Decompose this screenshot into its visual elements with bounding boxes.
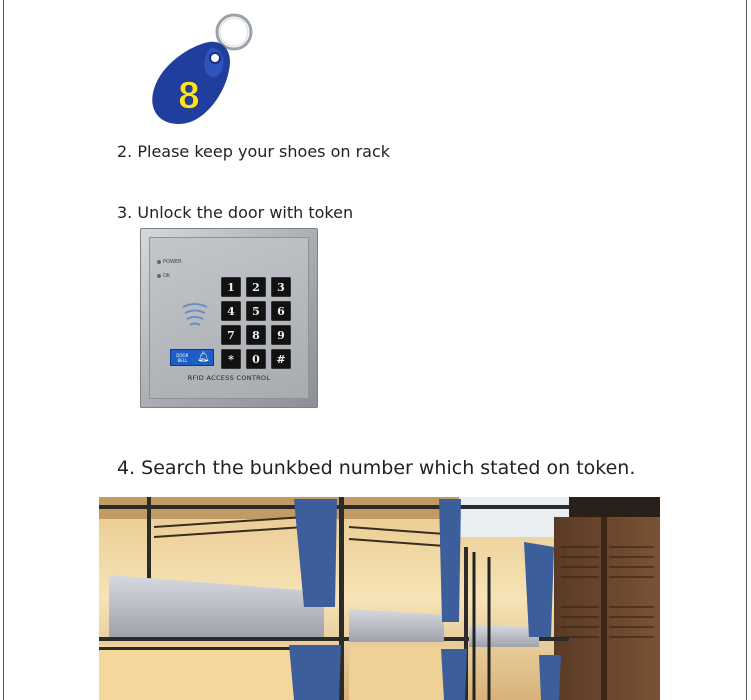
ok-led xyxy=(157,273,170,279)
key-5: 5 xyxy=(246,301,266,321)
doorbell-button xyxy=(170,349,214,366)
key-hash: # xyxy=(271,349,291,369)
key-9: 9 xyxy=(271,325,291,345)
step-2-text: 2. Please keep your shoes on rack xyxy=(117,142,391,161)
rfid-keypad-image xyxy=(140,228,318,408)
key-ring-icon xyxy=(217,15,251,49)
rfid-wave-icon xyxy=(175,297,215,337)
key-4: 4 xyxy=(221,301,241,321)
bell-icon: 🔔︎ xyxy=(196,352,210,363)
keyfob-number: 8 xyxy=(178,75,200,117)
key-3: 3 xyxy=(271,277,291,297)
step-4-text: 4. Search the bunkbed number which stated on token. xyxy=(117,457,636,479)
key-2: 2 xyxy=(246,277,266,297)
key-1: 1 xyxy=(221,277,241,297)
step-3-text: 3. Unlock the door with token xyxy=(117,203,354,222)
key-7: 7 xyxy=(221,325,241,345)
keyfob-token-image xyxy=(149,12,259,130)
document-page xyxy=(3,0,747,700)
power-led-label: POWER xyxy=(163,259,182,265)
device-label: RFID ACCESS CONTROL xyxy=(187,374,271,382)
key-star: * xyxy=(221,349,241,369)
ok-led-label: OK xyxy=(163,273,171,279)
key-6: 6 xyxy=(271,301,291,321)
bunkbed-dorm-photo xyxy=(99,497,660,700)
key-0: 0 xyxy=(246,349,266,369)
key-8: 8 xyxy=(246,325,266,345)
power-led xyxy=(157,259,182,265)
doorbell-label: DOOR BELL xyxy=(176,352,189,363)
keypad-grid xyxy=(221,277,291,369)
